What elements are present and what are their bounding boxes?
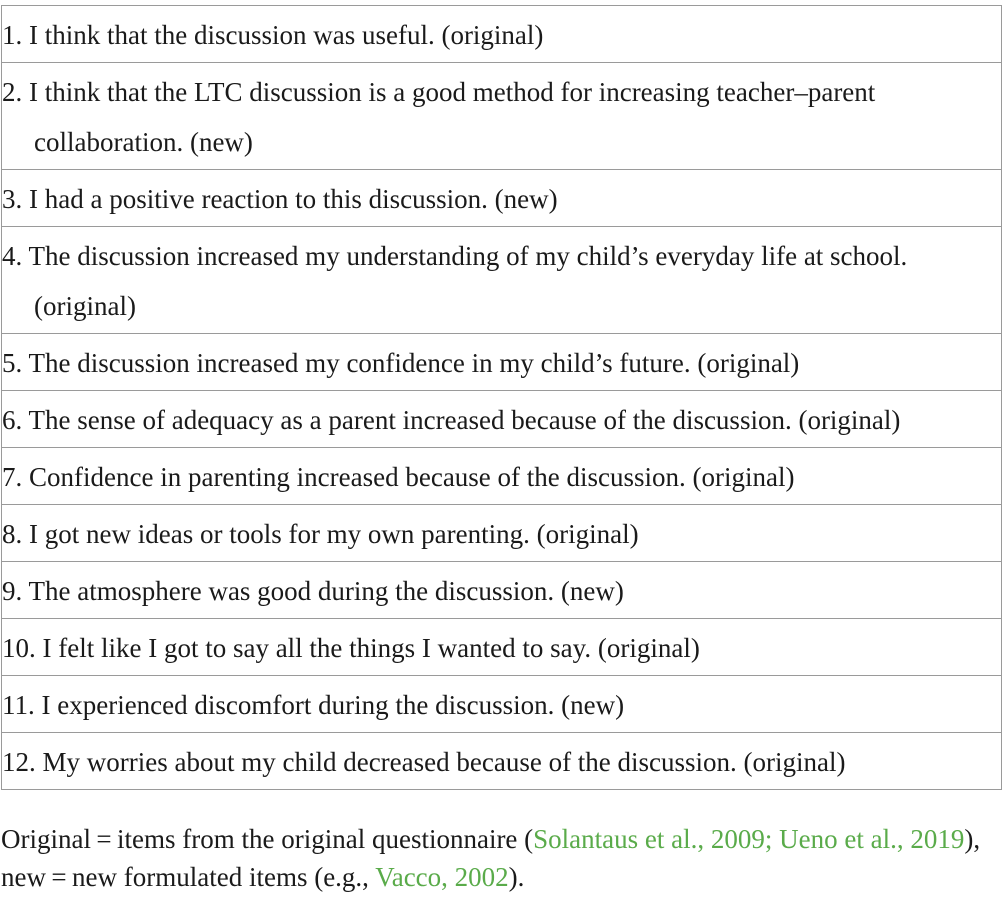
table-cell — [2, 63, 1002, 170]
table-cell — [2, 562, 1002, 619]
item-text: The sense of adequacy as a parent increased because of the discussion. (original) — [28, 405, 901, 435]
table-row — [2, 391, 1002, 448]
questionnaire-table-body — [2, 6, 1002, 790]
item-number: 11. — [2, 690, 35, 720]
table-row — [2, 170, 1002, 227]
table-row — [2, 562, 1002, 619]
item-text: I think that the LTC discussion is a good method for increasing teacher–parent collaboration. (new) — [29, 77, 876, 157]
table-row — [2, 227, 1002, 334]
table-row — [2, 733, 1002, 790]
table-row — [2, 334, 1002, 391]
footnote-text: ), — [964, 824, 981, 854]
table-row — [2, 505, 1002, 562]
item-text: Confidence in parenting increased because of the discussion. (original) — [29, 462, 795, 492]
table-cell — [2, 733, 1002, 790]
item-number: 3. — [2, 184, 23, 214]
table-cell — [2, 448, 1002, 505]
item-number: 10. — [2, 633, 36, 663]
table-cell — [2, 170, 1002, 227]
table-row — [2, 676, 1002, 733]
table-cell — [2, 619, 1002, 676]
item-number: 2. — [2, 77, 23, 107]
table-cell — [2, 334, 1002, 391]
item-text: My worries about my child decreased because of the discussion. (original) — [42, 747, 846, 777]
item-number: 1. — [2, 20, 23, 50]
item-number: 9. — [2, 576, 23, 606]
item-number: 7. — [2, 462, 23, 492]
item-number: 12. — [2, 747, 36, 777]
table-footnote — [1, 820, 1005, 896]
item-number: 5. — [2, 348, 23, 378]
item-text: The atmosphere was good during the discussion. (new) — [28, 576, 624, 606]
item-number: 6. — [2, 405, 23, 435]
reference-link[interactable]: Vacco, 2002 — [375, 862, 509, 892]
item-text: The discussion increased my understanding of my child’s everyday life at school. (original) — [28, 241, 908, 321]
table-cell — [2, 391, 1002, 448]
item-text: I felt like I got to say all the things I wanted to say. (original) — [42, 633, 700, 663]
footnote-text: Original = items from the original questionnaire ( — [1, 824, 534, 854]
table-row — [2, 619, 1002, 676]
item-text: I had a positive reaction to this discussion. (new) — [29, 184, 558, 214]
table-cell — [2, 505, 1002, 562]
table-cell — [2, 227, 1002, 334]
table-cell — [2, 676, 1002, 733]
reference-link[interactable]: Solantaus et al., 2009; Ueno et al., 2019 — [533, 824, 965, 854]
item-text: I experienced discomfort during the discussion. (new) — [41, 690, 625, 720]
item-text: I think that the discussion was useful. (original) — [29, 20, 544, 50]
item-number: 8. — [2, 519, 23, 549]
item-text: The discussion increased my confidence in my child’s future. (original) — [28, 348, 800, 378]
item-number: 4. — [2, 241, 23, 271]
footnote-text: ). — [508, 862, 525, 892]
table-row — [2, 448, 1002, 505]
table-row — [2, 6, 1002, 63]
table-cell — [2, 6, 1002, 63]
table-row — [2, 63, 1002, 170]
questionnaire-table — [1, 5, 1002, 790]
footnote-text: new = new formulated items (e.g., — [1, 862, 376, 892]
item-text: I got new ideas or tools for my own parenting. (original) — [29, 519, 639, 549]
